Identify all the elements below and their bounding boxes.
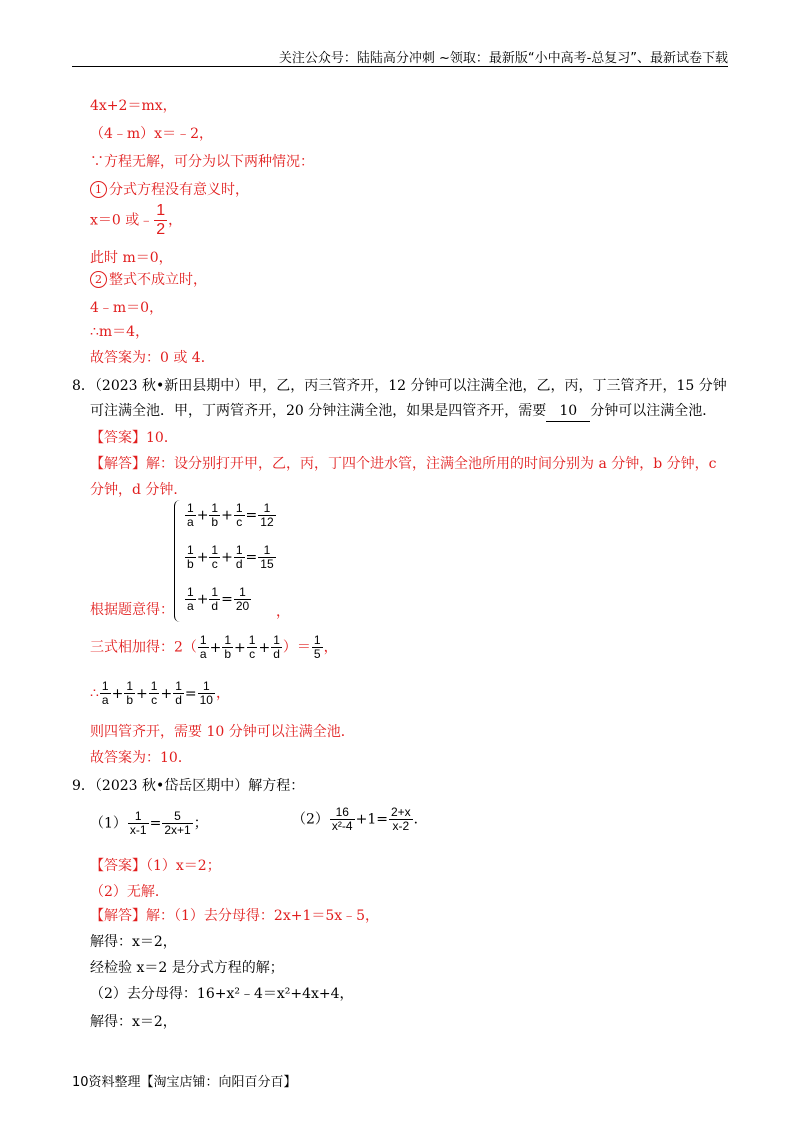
solution-line: 故答案为：0 或 4． bbox=[90, 350, 215, 366]
equation-line: （1） $\frac{1}{x-1}$ = $\frac{5}{2x+1}$ ； bbox=[90, 809, 208, 837]
fraction: $\frac{2+x}{x-2}$ bbox=[390, 805, 411, 833]
question-text: 9．（2023 秋•岱岳区期中）解方程： bbox=[72, 778, 305, 794]
fraction: $\frac{1}{d}$ bbox=[273, 633, 280, 661]
solution-text: x＝0 或﹣ bbox=[90, 212, 154, 229]
solution-line: 经检验 x＝2 是分式方程的解； bbox=[90, 960, 284, 976]
fraction: $\frac{1}{a}$ bbox=[187, 585, 194, 613]
fraction: $\frac{1}{d}$ bbox=[175, 679, 182, 707]
question-text: 8．（2023 秋•新田县期中）甲，乙，丙三管齐开，12 分钟可以注满全池，乙，丙，丁三管齐开，15 分钟 bbox=[72, 378, 727, 394]
answer-blank: 10 bbox=[546, 401, 590, 422]
footer-text: 资料整理【淘宝店铺：向阳百分百】 bbox=[88, 1075, 297, 1090]
fraction: $\frac{1}{10}$ bbox=[199, 679, 213, 707]
analysis-line: 三式相加得：2（ $\frac{1}{a}$ + $\frac{1}{b}$ + $\frac{1}{c}$ + $\frac{1}{d}$ ）＝ $\frac{1}{5}$ ， bbox=[90, 633, 338, 661]
solution-line: （4﹣m）x＝﹣2， bbox=[90, 126, 213, 142]
fraction: $\frac{1}{b}$ bbox=[224, 633, 232, 661]
analysis-line: 根据题意得： bbox=[90, 602, 174, 618]
fraction: $\frac{1}{5}$ bbox=[313, 633, 321, 661]
system-brace bbox=[174, 500, 181, 622]
analysis-line: 分钟，d 分钟． bbox=[90, 482, 188, 498]
fraction: $\frac{1}{12}$ bbox=[260, 501, 274, 529]
solution-text: 整式不成立时， bbox=[109, 272, 207, 288]
fraction: $\frac{1}{a}$ bbox=[199, 633, 207, 661]
solution-line: ∴m＝4， bbox=[90, 324, 150, 340]
solution-line: 解得：x＝2， bbox=[90, 1014, 177, 1030]
analysis-line: ∴ $\frac{1}{a}$ + $\frac{1}{b}$ + $\frac{1}{c}$ + $\frac{1}{d}$ = $\frac{1}{10}$ ， bbox=[90, 679, 230, 707]
answer-line: （2）无解． bbox=[90, 884, 169, 900]
fraction: $\frac{1}{d}$ bbox=[211, 585, 219, 613]
solution-line: ∵方程无解，可分为以下两种情况： bbox=[90, 154, 314, 170]
analysis-line: 【解答】解：设分别打开甲，乙，丙，丁四个进水管，注满全池所用的时间分别为 a 分钟，b 分钟，c bbox=[90, 456, 717, 472]
answer-line: 【答案】10． bbox=[90, 430, 178, 446]
fraction: $\frac{1}{c}$ bbox=[211, 543, 219, 571]
fraction: $\frac{1}{c}$ bbox=[235, 501, 243, 529]
solution-text: 分式方程没有意义时， bbox=[109, 182, 249, 198]
page-header: 关注公众号：陆陆高分冲刺 ~领取：最新版“小中高考-总复习”、最新试卷下载 bbox=[278, 51, 728, 66]
solution-line bbox=[90, 270, 207, 290]
answer-line: 【答案】（1）x＝2； bbox=[90, 858, 221, 874]
fraction: $\frac{1}{c}$ bbox=[150, 679, 158, 707]
fraction: $\frac{1}{b}$ bbox=[211, 501, 219, 529]
solution-line: x＝0 或﹣ $\frac{1}{2}$ ， bbox=[90, 202, 183, 238]
fraction: $\frac{1}{a}$ bbox=[101, 679, 109, 707]
analysis-line: 则四管齐开，需要 10 分钟可以注满全池． bbox=[90, 724, 355, 740]
circled-number: 1 bbox=[90, 181, 107, 198]
fraction: $\frac{1}{15}$ bbox=[260, 543, 274, 571]
fraction: $\frac{1}{20}$ bbox=[235, 585, 250, 613]
solution-line: 4x+2＝mx， bbox=[90, 98, 177, 114]
solution-line bbox=[90, 180, 249, 200]
fraction: $\frac{16}{\text{x²-4}}$ bbox=[331, 805, 353, 833]
fraction: $\frac{1}{x-1}$ bbox=[129, 809, 147, 837]
header-divider bbox=[72, 66, 728, 67]
fraction: $\frac{5}{2x+1}$ bbox=[164, 809, 191, 837]
fraction: $\frac{1}{2}$ bbox=[156, 202, 166, 238]
system-equation: $\frac{1}{b}$ + $\frac{1}{c}$ + $\frac{1}{d}$ = $\frac{1}{15}$ bbox=[187, 543, 274, 571]
question-text: 可注满全池．甲，丁两管齐开，20 分钟注满全池，如果是四管齐开，需要 10 分钟可以注满全池． bbox=[90, 401, 716, 422]
analysis-line: 故答案为：10． bbox=[90, 750, 192, 766]
solution-line: 4﹣m＝0， bbox=[90, 300, 164, 316]
system-equation: $\frac{1}{a}$ + $\frac{1}{b}$ + $\frac{1}{c}$ = $\frac{1}{12}$ bbox=[187, 501, 274, 529]
equation-line: （2） $\frac{16}{\text{x²-4}}$ +1= $\frac{2+x}{x-2}$ ． bbox=[292, 805, 428, 833]
solution-line: 此时 m＝0， bbox=[90, 250, 173, 266]
system-equation: $\frac{1}{a}$ + $\frac{1}{d}$ = $\frac{1}{20}$ bbox=[187, 585, 250, 613]
fraction: $\frac{1}{b}$ bbox=[126, 679, 134, 707]
circled-number: 2 bbox=[90, 271, 107, 288]
page-footer bbox=[72, 1071, 297, 1090]
punctuation: ， bbox=[276, 604, 290, 620]
solution-line: （2）去分母得：16+x²﹣4＝x²+4x+4， bbox=[90, 986, 354, 1002]
solution-line: 解得：x＝2， bbox=[90, 934, 177, 950]
fraction: $\frac{1}{b}$ bbox=[187, 543, 194, 571]
page-number: 10 bbox=[72, 1075, 89, 1090]
fraction: $\frac{1}{c}$ bbox=[248, 633, 256, 661]
fraction: $\frac{1}{a}$ bbox=[187, 501, 194, 529]
fraction: $\frac{1}{d}$ bbox=[235, 543, 243, 571]
analysis-line: 【解答】解：（1）去分母得：2x+1＝5x﹣5， bbox=[90, 908, 380, 924]
